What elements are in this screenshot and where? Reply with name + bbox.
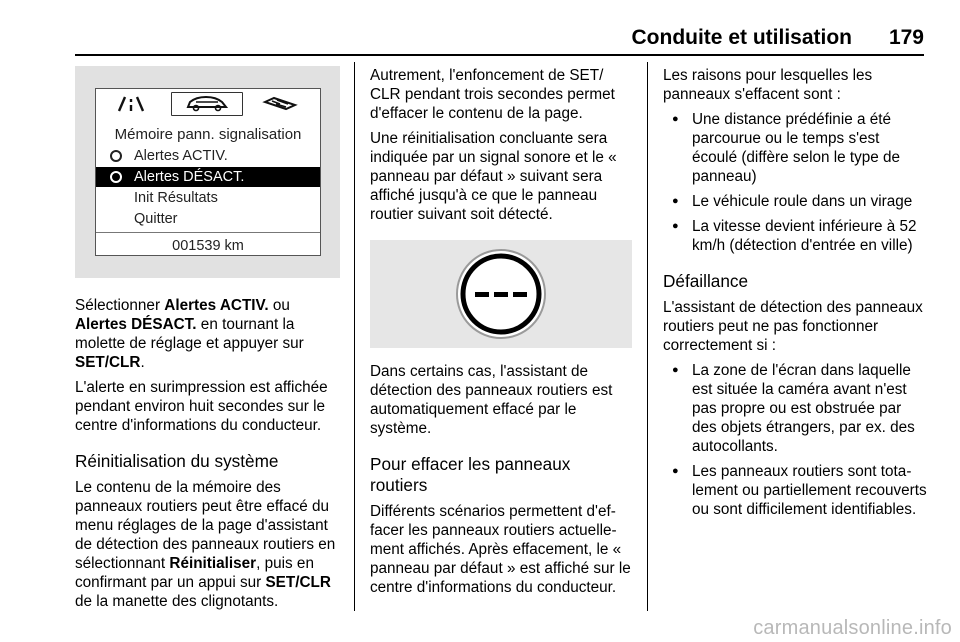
driver-info-display — [95, 88, 321, 256]
display-menu-title: Mémoire pann. signalisation — [114, 126, 302, 143]
column-3 — [663, 60, 927, 525]
section-heading: Réinitialisation du système — [75, 451, 279, 471]
paragraph: Le contenu de la mémoire des panneaux routiers peut être effacé du menu réglages de la page d'assistant de détection des panneaux routiers en sélectionnant Réinitialiser, puis en confirmant par un appui sur SET/CLR de la manette des clignotants. — [75, 479, 336, 610]
odometer-reading: 001539 km — [172, 238, 244, 254]
list-item: ● La zone de l'écran dans laquelle est située la caméra avant n'est pas propre ou est obstruée par des objets étrangers, par ex. des autocollants. — [663, 361, 927, 456]
display-menu-item: Alertes ACTIV. — [96, 146, 320, 166]
paragraph: Autrement, l'enfoncement de SET/ CLR pendant trois secondes permet d'effacer le contenu de la page. — [370, 67, 615, 122]
section-title: Conduite et utilisation — [631, 26, 852, 49]
column-1 — [75, 60, 340, 617]
display-menu-item-selected: Alertes DÉSACT. — [96, 167, 320, 187]
paragraph: L'assistant de détection des panneaux routiers peut ne pas fonctionner correctement si : — [663, 299, 923, 354]
list-item: ● Le véhicule roule dans un virage — [663, 192, 927, 211]
section-heading: Pour effacer les panneaux routiers — [370, 454, 571, 495]
radio-icon — [110, 171, 122, 183]
radio-icon — [110, 150, 122, 162]
display-menu-item: Init Résultats — [134, 190, 218, 206]
paragraph: L'alerte en surimpression est affichée pendant environ huit secondes sur le centre d'informations du conducteur. — [75, 379, 328, 434]
display-menu-item: Quitter — [134, 211, 178, 227]
paragraph: Les raisons pour lesquelles les panneaux s'effacent sont : — [663, 67, 873, 103]
column-2 — [370, 60, 632, 603]
end-of-restriction-sign-icon — [370, 240, 632, 348]
list-item: ● Les panneaux routiers sont totalement ou partiellement recouverts ou sont difficilement identifiables. — [663, 462, 927, 519]
bullet-list — [663, 110, 927, 255]
list-item: ● Une distance prédéfinie a été parcourue ou le temps s'est écoulé (diffère selon le type de panneau) — [663, 110, 927, 186]
display-icon-bar — [96, 89, 320, 119]
display-divider — [96, 232, 320, 233]
column-divider-1 — [354, 62, 355, 611]
watermark: carmanualsonline.info — [753, 617, 952, 639]
header-rule — [75, 54, 924, 56]
paragraph: Dans certains cas, l'assistant de détection des panneaux routiers est automatiquement effacé par le système. — [370, 363, 613, 437]
page-header — [0, 0, 960, 60]
paragraph: Sélectionner Alertes ACTIV. ou Alertes DÉSACT. en tournant la molette de réglage et appuyer sur SET/CLR. — [75, 297, 304, 371]
default-sign-illustration — [370, 240, 632, 348]
paragraph: Une réinitialisation concluante sera indiquée par un signal sonore et le « panneau par défaut » suivant sera affiché jusqu'à ce que le panneau routier suivant soit détecté. — [370, 130, 617, 223]
column-divider-2 — [647, 62, 648, 611]
sign-icon — [262, 95, 298, 113]
car-icon — [172, 93, 241, 114]
lane-assist-icon — [116, 95, 146, 113]
list-item: ● La vitesse devient inférieure à 52 km/h (détection d'entrée en ville) — [663, 217, 927, 255]
bullet-list — [663, 361, 927, 519]
page-number: 179 — [888, 26, 924, 49]
paragraph: Différents scénarios permettent d'effacer les panneaux routiers actuellement affichés. Après effacement, le « panneau par défaut » est affiché sur le centre d'informations du conducteur. — [370, 503, 631, 596]
display-illustration — [75, 66, 340, 278]
section-heading: Défaillance — [663, 271, 749, 291]
display-tab-selected — [171, 92, 243, 116]
